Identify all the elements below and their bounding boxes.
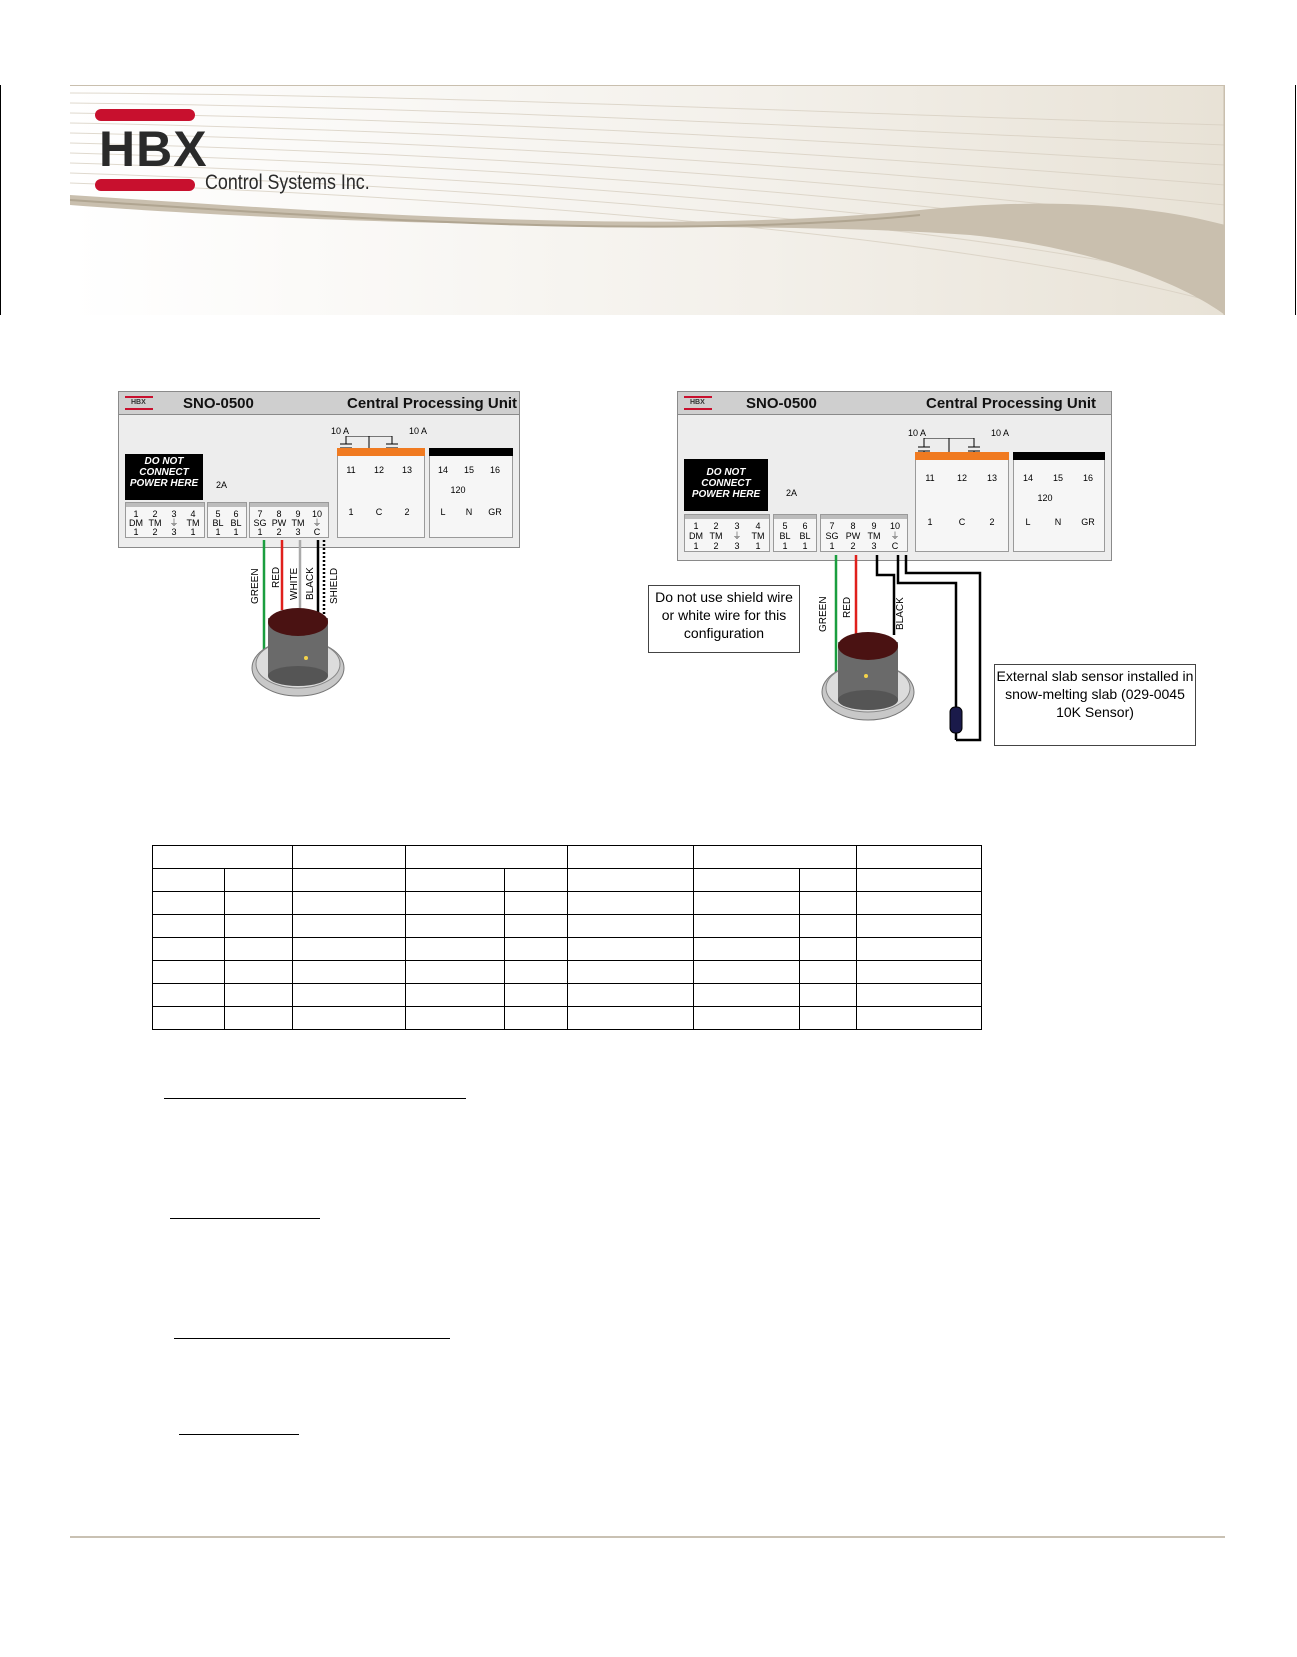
section-underline-3 xyxy=(174,1338,450,1339)
relay-terminal-block: 11 12 13 1 C 2 xyxy=(915,452,1009,552)
section-underline-1 xyxy=(164,1098,466,1099)
terminal-block-1: 1 2 3 4 DM TM ⏚ TM 1 2 3 1 xyxy=(125,502,205,538)
relay-terminal-block: 11 12 13 1 C 2 xyxy=(337,448,425,538)
panel-model: SNO-0500 xyxy=(746,395,817,412)
terminal-block-3: 7 8 9 10 SG PW TM ⏚ 1 2 3 C xyxy=(820,514,908,552)
note-slab-sensor: External slab sensor installed in snow-melting slab (029-0045 10K Sensor) xyxy=(994,664,1196,746)
terminal-block-2: 5 6 BL BL 1 1 xyxy=(207,502,247,538)
wire-label-shield: SHIELD xyxy=(329,567,340,604)
power-bar xyxy=(429,448,513,456)
terminal-block-3: 7 8 9 10 SG PW TM ⏚ 1 2 3 C xyxy=(249,502,329,538)
table-row xyxy=(153,1007,982,1030)
note-shield-wire: Do not use shield wire or white wire for this configuration xyxy=(648,585,800,653)
right-controller-panel xyxy=(677,391,1112,561)
panel-model: SNO-0500 xyxy=(183,395,254,412)
relay-bar xyxy=(337,448,425,456)
wire-label-black: BLACK xyxy=(895,597,906,630)
table-row xyxy=(153,846,982,869)
company-logo xyxy=(95,105,395,205)
mini-logo: HBX xyxy=(684,396,712,410)
panel-unit: Central Processing Unit xyxy=(347,395,518,412)
terminal-block-1: 1 2 3 4 DM TM ⏚ TM 1 2 3 1 xyxy=(684,514,770,552)
section-underline-4 xyxy=(179,1434,299,1435)
page-edge-right xyxy=(1295,85,1296,315)
relay-bar xyxy=(915,452,1009,460)
wire-label-black: BLACK xyxy=(305,567,316,600)
wire-label-white: WHITE xyxy=(289,567,300,600)
power-terminal-block: 14 15 16 120 L N GR xyxy=(1013,452,1105,552)
logo-bar-top xyxy=(95,109,195,121)
table-row xyxy=(153,869,982,892)
table-row xyxy=(153,984,982,1007)
wire-label-red: RED xyxy=(271,566,282,588)
power-warning: DO NOT CONNECT POWER HERE xyxy=(684,459,768,511)
cap-label-2: 10 A xyxy=(991,428,1010,438)
page-edge-left xyxy=(0,85,1,315)
table-row xyxy=(153,892,982,915)
panel-unit: Central Processing Unit xyxy=(926,395,1097,412)
cap-label-1: 10 A xyxy=(331,426,350,436)
table-row xyxy=(153,961,982,984)
fuse-label: 2A xyxy=(786,488,798,498)
panel-title-bar xyxy=(119,392,519,415)
spec-table xyxy=(152,845,982,1030)
logo-text: HBX xyxy=(99,121,208,177)
panel-title-bar xyxy=(678,392,1111,415)
left-controller-panel xyxy=(118,391,520,548)
terminal-block-2: 5 6 BL BL 1 1 xyxy=(773,514,817,552)
mini-logo: HBX xyxy=(125,396,153,410)
table-row xyxy=(153,915,982,938)
cap-label-1: 10 A xyxy=(908,428,927,438)
section-underline-2 xyxy=(170,1218,320,1219)
cap-label-2: 10 A xyxy=(409,426,428,436)
power-terminal-block: 14 15 16 120 L N GR xyxy=(429,448,513,538)
logo-bar-bottom xyxy=(95,179,195,191)
footer-rule xyxy=(70,1536,1225,1538)
wire-label-red: RED xyxy=(842,596,853,618)
wire-label-green: GREEN xyxy=(250,568,261,604)
power-warning: DO NOT CONNECT POWER HERE xyxy=(125,454,203,500)
left-snow-sensor xyxy=(248,600,348,705)
table-row xyxy=(153,938,982,961)
right-snow-sensor xyxy=(818,620,918,730)
company-name: Control Systems Inc. xyxy=(205,171,370,194)
power-bar xyxy=(1013,452,1105,460)
fuse-label: 2A xyxy=(216,480,228,490)
wire-label-green: GREEN xyxy=(818,596,829,632)
